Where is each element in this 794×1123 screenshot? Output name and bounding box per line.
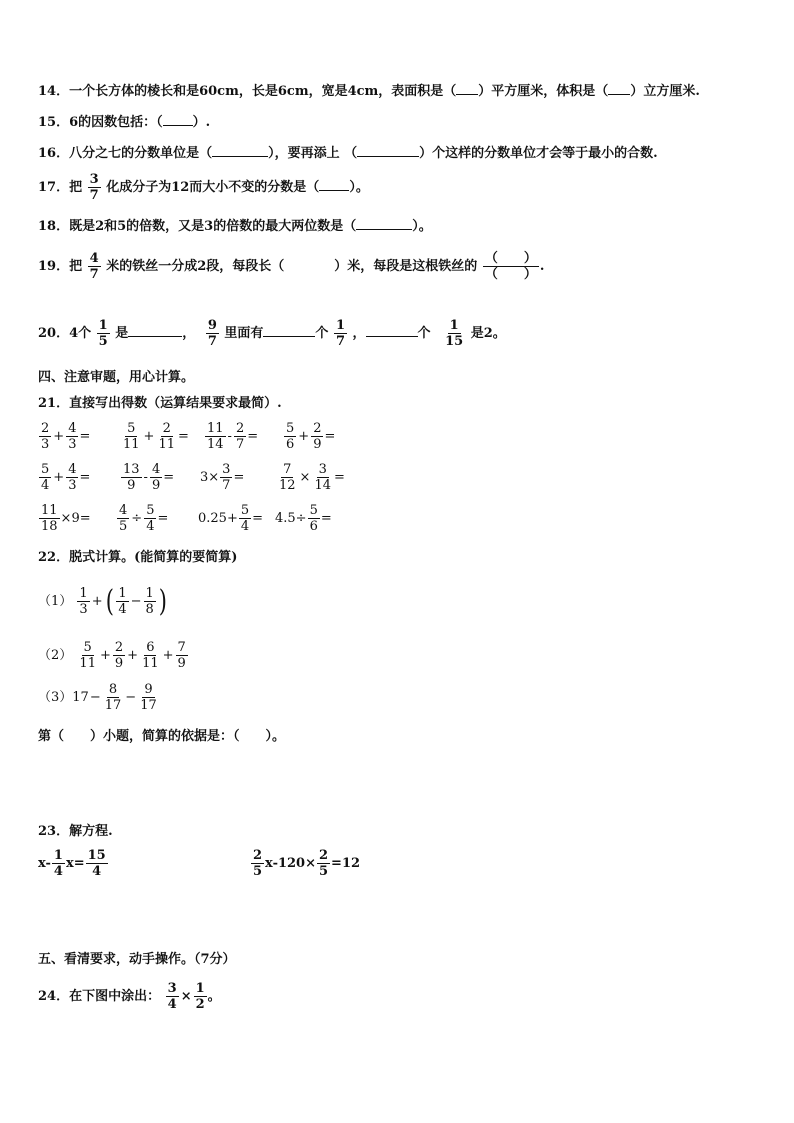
calc-item-3: （3）17− $\frac{8}{17}$ − $\frac{9}{17}$: [38, 682, 157, 713]
answer-blank[interactable]: [608, 94, 630, 95]
fraction: $\frac{1}{5}$: [98, 318, 108, 349]
answer-blank[interactable]: [263, 336, 315, 337]
answer-blank[interactable]: [357, 156, 419, 157]
calc-item: 4.5÷ $\frac{5}{6}$ =: [275, 503, 332, 534]
question-23-title: 23．解方程.: [38, 824, 113, 839]
question-18: 18．既是2和5的倍数，又是3的倍数的最大两位数是（ ）。: [38, 219, 432, 234]
fraction: $\frac{4}{7}$: [89, 251, 99, 282]
question-22-title: 22．脱式计算。(能简算的要简算): [38, 550, 238, 565]
simplification-note: 第（ ）小题，简算的依据是：（ ）。: [38, 729, 286, 744]
section-heading: 五、看清要求，动手操作。（7分）: [38, 952, 236, 967]
fraction: $\frac{1}{15}$: [445, 318, 464, 349]
calc-item: $\frac{2}{3}$ + $\frac{4}{3}$ =: [41, 421, 91, 452]
section-heading: 四、注意审题，用心计算。: [38, 370, 195, 385]
question-15: 15．6的因数包括：（ ）.: [38, 115, 211, 130]
fraction: $\frac{9}{7}$: [207, 318, 217, 349]
fraction-blank[interactable]: $\frac{( )}{( )}$: [484, 251, 537, 282]
answer-blank[interactable]: [128, 336, 182, 337]
answer-blank[interactable]: [319, 190, 349, 191]
calc-item: $\frac{5}{6}$ + $\frac{2}{9}$ =: [286, 421, 336, 452]
calc-item: $\frac{11}{18}$ ×9=: [41, 503, 91, 534]
calc-item: $\frac{5}{4}$ + $\frac{4}{3}$ =: [41, 462, 91, 493]
calc-item-2: （2） $\frac{5}{11}$ + $\frac{2}{9}$ + $\frac{6}{11}$ + $\frac{7}{9}$: [38, 640, 186, 671]
question-17: 17．把 $\frac{3}{7}$ 化成分子为12而大小不变的分数是（ ）。: [38, 172, 369, 203]
answer-blank[interactable]: [212, 156, 268, 157]
question-21-title: 21．直接写出得数（运算结果要求最简）.: [38, 396, 282, 411]
fraction: $\frac{1}{7}$: [335, 318, 345, 349]
question-16: 16．八分之七的分数单位是（ ），要再添上 （ ）个这样的分数单位才会等于最小的合数.: [38, 146, 658, 161]
answer-blank[interactable]: [356, 229, 412, 230]
calc-item: $\frac{13}{9}$ - $\frac{4}{9}$ =: [123, 462, 175, 493]
calc-item: $\frac{7}{12}$ × $\frac{3}{14}$ =: [279, 462, 345, 493]
question-24: 24．在下图中涂出： $\frac{3}{4}$ × $\frac{1}{2}$ 。: [38, 981, 221, 1012]
question-20: 20．4个 $\frac{1}{5}$ 是 ， $\frac{9}{7}$ 里面有 个 $\frac{1}{7}$ ， 个 $\frac{1}{15}$ 是2。: [38, 318, 506, 349]
answer-blank[interactable]: [456, 94, 478, 95]
answer-blank[interactable]: [163, 125, 193, 126]
calc-item: $\frac{5}{11}$ + $\frac{2}{11}$ =: [123, 421, 189, 452]
answer-blank[interactable]: [366, 336, 418, 337]
calc-item: $\frac{4}{5}$ ÷ $\frac{5}{4}$ =: [119, 503, 169, 534]
calc-item-1: （1） $\frac{1}{3}$ +( $\frac{1}{4}$ − $\frac{1}{8}$ ): [38, 583, 167, 619]
equation-1: x- $\frac{1}{4}$ x= $\frac{15}{4}$: [38, 848, 106, 879]
calc-item: 3× $\frac{3}{7}$ =: [200, 462, 245, 493]
calc-item: $\frac{11}{14}$ - $\frac{2}{7}$ =: [207, 421, 259, 452]
calc-item: 0.25+ $\frac{5}{4}$ =: [198, 503, 264, 534]
fraction: $\frac{3}{7}$: [89, 172, 99, 203]
question-14: 14．一个长方体的棱长和是60cm，长是6cm，宽是4cm，表面积是（ ）平方厘米，体积是（ ）立方厘米.: [38, 84, 700, 99]
equation-2: $\frac{2}{5}$ x-120× $\frac{2}{5}$ =12: [253, 848, 361, 879]
question-19: 19．把 $\frac{4}{7}$ 米的铁丝一分成2段，每段长（ ）米，每段是这根铁丝的 $\frac{( )}{( )}$ .: [38, 251, 545, 282]
